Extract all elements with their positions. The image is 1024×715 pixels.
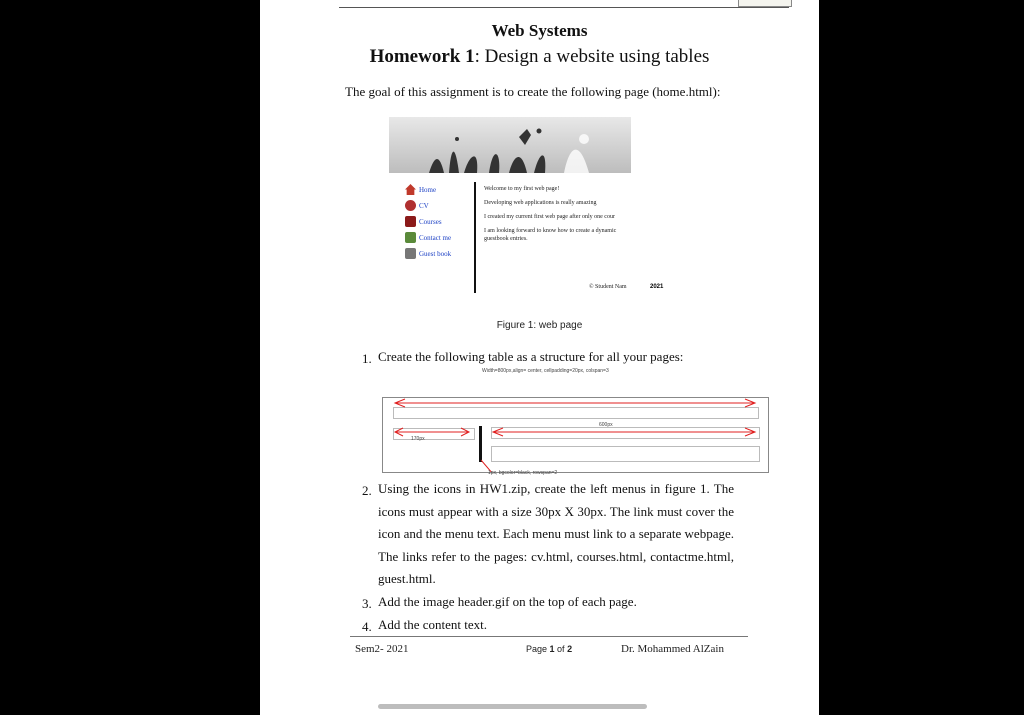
list-number-2: 2. [362, 483, 372, 498]
footer-page-number: Page 1 of 2 [526, 644, 573, 654]
home-icon [405, 184, 416, 195]
header-rule [339, 7, 789, 8]
goal-text: The goal of this assignment is to create the following page (home.html): [345, 84, 721, 99]
university-logo [738, 0, 792, 7]
width-600-label: 600px [599, 422, 613, 428]
figure-web-page [389, 117, 664, 297]
menu-item-guestbook[interactable]: Guest book [405, 247, 475, 263]
menu-item-cv[interactable]: CV [405, 199, 475, 215]
left-menu [405, 183, 475, 263]
guestbook-icon [405, 248, 416, 259]
menu-item-home[interactable]: Home [405, 183, 475, 199]
list-item-3: Add the image header.gif on the top of each page. [378, 594, 637, 609]
menu-item-contact[interactable]: Contact me [405, 231, 475, 247]
footer-author: Dr. Mohammed AlZain [621, 643, 724, 655]
menu-item-courses[interactable]: Courses [405, 215, 475, 231]
divider-note: 1px, bgcolor=black, rowspan=2 [488, 470, 558, 476]
table-structure-diagram [382, 397, 769, 473]
figure-footer-name: © Student Nam [589, 284, 627, 290]
figure-caption: Figure 1: web page [496, 320, 583, 331]
list-item-2: Using the icons in HW1.zip, create the left menus in figure 1. The icons must appear with a size 30px X 30px. The link must cover the icon and the menu text. Each menu must link to a separate webpage. The links refer to the pages: cv.html, courses.html, contactme.html, guest.html. [378, 481, 734, 586]
document-page [260, 0, 819, 700]
figure-content: Welcome to my first web page! Developing web applications is really amazing I created my current first web page after only one cour I am looking forward to know how to create a dynamic guestbook entries. [484, 186, 617, 242]
diagram-arrows [383, 398, 768, 472]
table-width-note: Width=800px,align= center, cellpadding=20px, colspan=3 [482, 368, 609, 374]
list-number-4: 4. [362, 619, 372, 634]
course-title: Web Systems [491, 21, 588, 40]
cv-icon [405, 200, 416, 211]
list-item-1: Create the following table as a structure for all your pages: [378, 349, 684, 364]
footer-rule [350, 636, 748, 637]
list-number-3: 3. [362, 596, 372, 611]
header-banner-image [389, 117, 631, 173]
contact-icon [405, 232, 416, 243]
list-number-1: 1. [362, 351, 372, 366]
homework-title: Homework 1: Design a website using tables [369, 46, 710, 67]
figure-footer-year: 2021 [650, 284, 664, 290]
figure-divider [474, 182, 476, 293]
footer-semester: Sem2- 2021 [355, 643, 409, 655]
width-170-label: 170px [411, 436, 425, 442]
horizontal-scrollbar[interactable] [378, 704, 647, 709]
list-item-4: Add the content text. [378, 617, 488, 632]
books-icon [405, 216, 416, 227]
